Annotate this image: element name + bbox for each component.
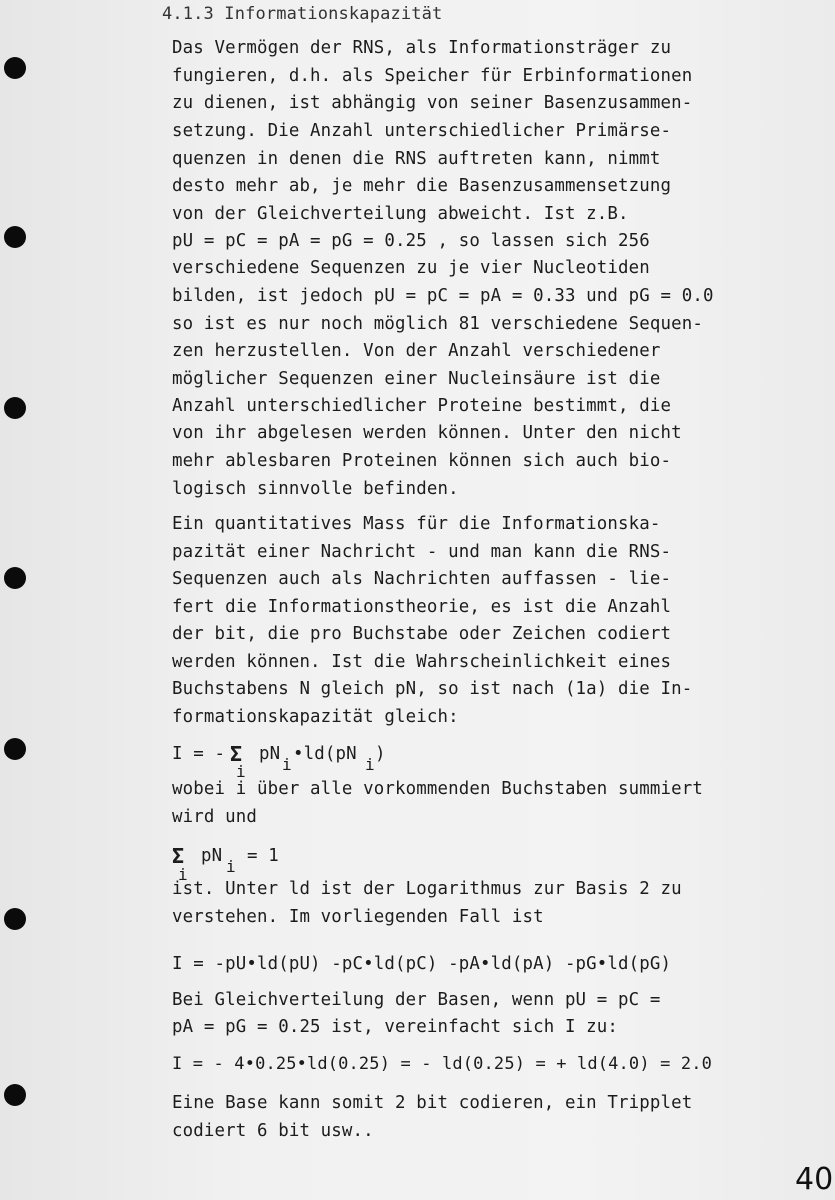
subscript: i: [365, 755, 375, 774]
text-line: pU = pC = pA = pG = 0.25 , so lassen sich 256: [172, 231, 650, 251]
text-line: desto mehr ab, je mehr die Basenzusammensetzung: [172, 176, 672, 196]
text-line: werden können. Ist die Wahrscheinlichkeit eines: [172, 652, 672, 672]
text-line: von der Gleichverteilung abweicht. Ist z.B.: [172, 204, 629, 224]
text-line: verstehen. Im vorliegenden Fall ist: [172, 907, 544, 927]
formula-simplified: I = - 4•0.25•ld(0.25) = - ld(0.25) = + ld(4.0) = 2.0: [172, 1054, 713, 1074]
text-line: verschiedene Sequenzen zu je vier Nucleotiden: [172, 258, 650, 278]
sum-index: i: [178, 865, 188, 884]
text-line: logisch sinnvolle befinden.: [172, 479, 459, 499]
text-line: der bit, die pro Buchstabe oder Zeichen codiert: [172, 624, 672, 644]
punch-hole: [4, 567, 26, 589]
text-line: zen herzustellen. Von der Anzahl verschiedener: [172, 341, 661, 361]
text-line: quenzen in denen die RNS auftreten kann, nimmt: [172, 149, 661, 169]
formula-lhs: I = -: [172, 744, 226, 764]
text-line: Sequenzen auch als Nachrichten auffassen - lie-: [172, 569, 672, 589]
punch-hole: [4, 57, 26, 79]
formula-term: pN: [259, 744, 281, 764]
formula-term: ): [375, 744, 386, 764]
punch-hole: [4, 908, 26, 930]
text-line: ist. Unter ld ist der Logarithmus zur Basis 2 zu: [172, 879, 682, 899]
text-line: Bei Gleichverteilung der Basen, wenn pU = pC =: [172, 990, 661, 1010]
text-line: wird und: [172, 807, 257, 827]
formula-expanded: I = -pU•ld(pU) -pC•ld(pC) -pA•ld(pA) -pG•ld(pG): [172, 954, 672, 974]
formula-term: •ld(pN: [293, 744, 357, 764]
page-number: 40: [795, 1162, 834, 1197]
text-line: bilden, ist jedoch pU = pC = pA = 0.33 und pG = 0.0: [172, 286, 714, 306]
section-heading: 4.1.3 Informationskapazität: [162, 4, 443, 24]
sum-index: i: [236, 762, 246, 781]
text-line: formationskapazität gleich:: [172, 707, 459, 727]
text-line: Buchstabens N gleich pN, so ist nach (1a) die In-: [172, 679, 693, 699]
text-line: setzung. Die Anzahl unterschiedlicher Primärse-: [172, 121, 672, 141]
text-line: Das Vermögen der RNS, als Informationsträger zu: [172, 38, 672, 58]
subscript: i: [226, 857, 236, 876]
sigma-symbol: Σ: [172, 844, 185, 868]
text-line: codiert 6 bit usw..: [172, 1121, 374, 1141]
formula-term: pN: [201, 846, 223, 866]
text-line: pazität einer Nachricht - und man kann die RNS-: [172, 542, 672, 562]
text-line: wobei i über alle vorkommenden Buchstaben summiert: [172, 779, 704, 799]
text-line: fert die Informationstheorie, es ist die Anzahl: [172, 597, 672, 617]
formula-term: = 1: [247, 846, 279, 866]
text-line: fungieren, d.h. als Speicher für Erbinformationen: [172, 66, 693, 86]
text-line: pA = pG = 0.25 ist, vereinfacht sich I zu:: [172, 1017, 619, 1037]
punch-hole: [4, 226, 26, 248]
punch-hole: [4, 397, 26, 419]
text-line: Ein quantitatives Mass für die Informationska-: [172, 514, 661, 534]
text-line: zu dienen, ist abhängig von seiner Basenzusammen-: [172, 93, 693, 113]
punch-hole: [4, 738, 26, 760]
text-line: so ist es nur noch möglich 81 verschiedene Sequen-: [172, 314, 704, 334]
subscript: i: [282, 755, 292, 774]
punch-hole: [4, 1084, 26, 1106]
text-line: möglicher Sequenzen einer Nucleinsäure ist die: [172, 369, 661, 389]
text-line: Eine Base kann somit 2 bit codieren, ein Tripplet: [172, 1093, 693, 1113]
sigma-symbol: Σ: [230, 742, 243, 766]
text-line: mehr ablesbaren Proteinen können sich auch bio-: [172, 451, 672, 471]
text-line: von ihr abgelesen werden können. Unter den nicht: [172, 423, 682, 443]
text-line: Anzahl unterschiedlicher Proteine bestimmt, die: [172, 396, 672, 416]
